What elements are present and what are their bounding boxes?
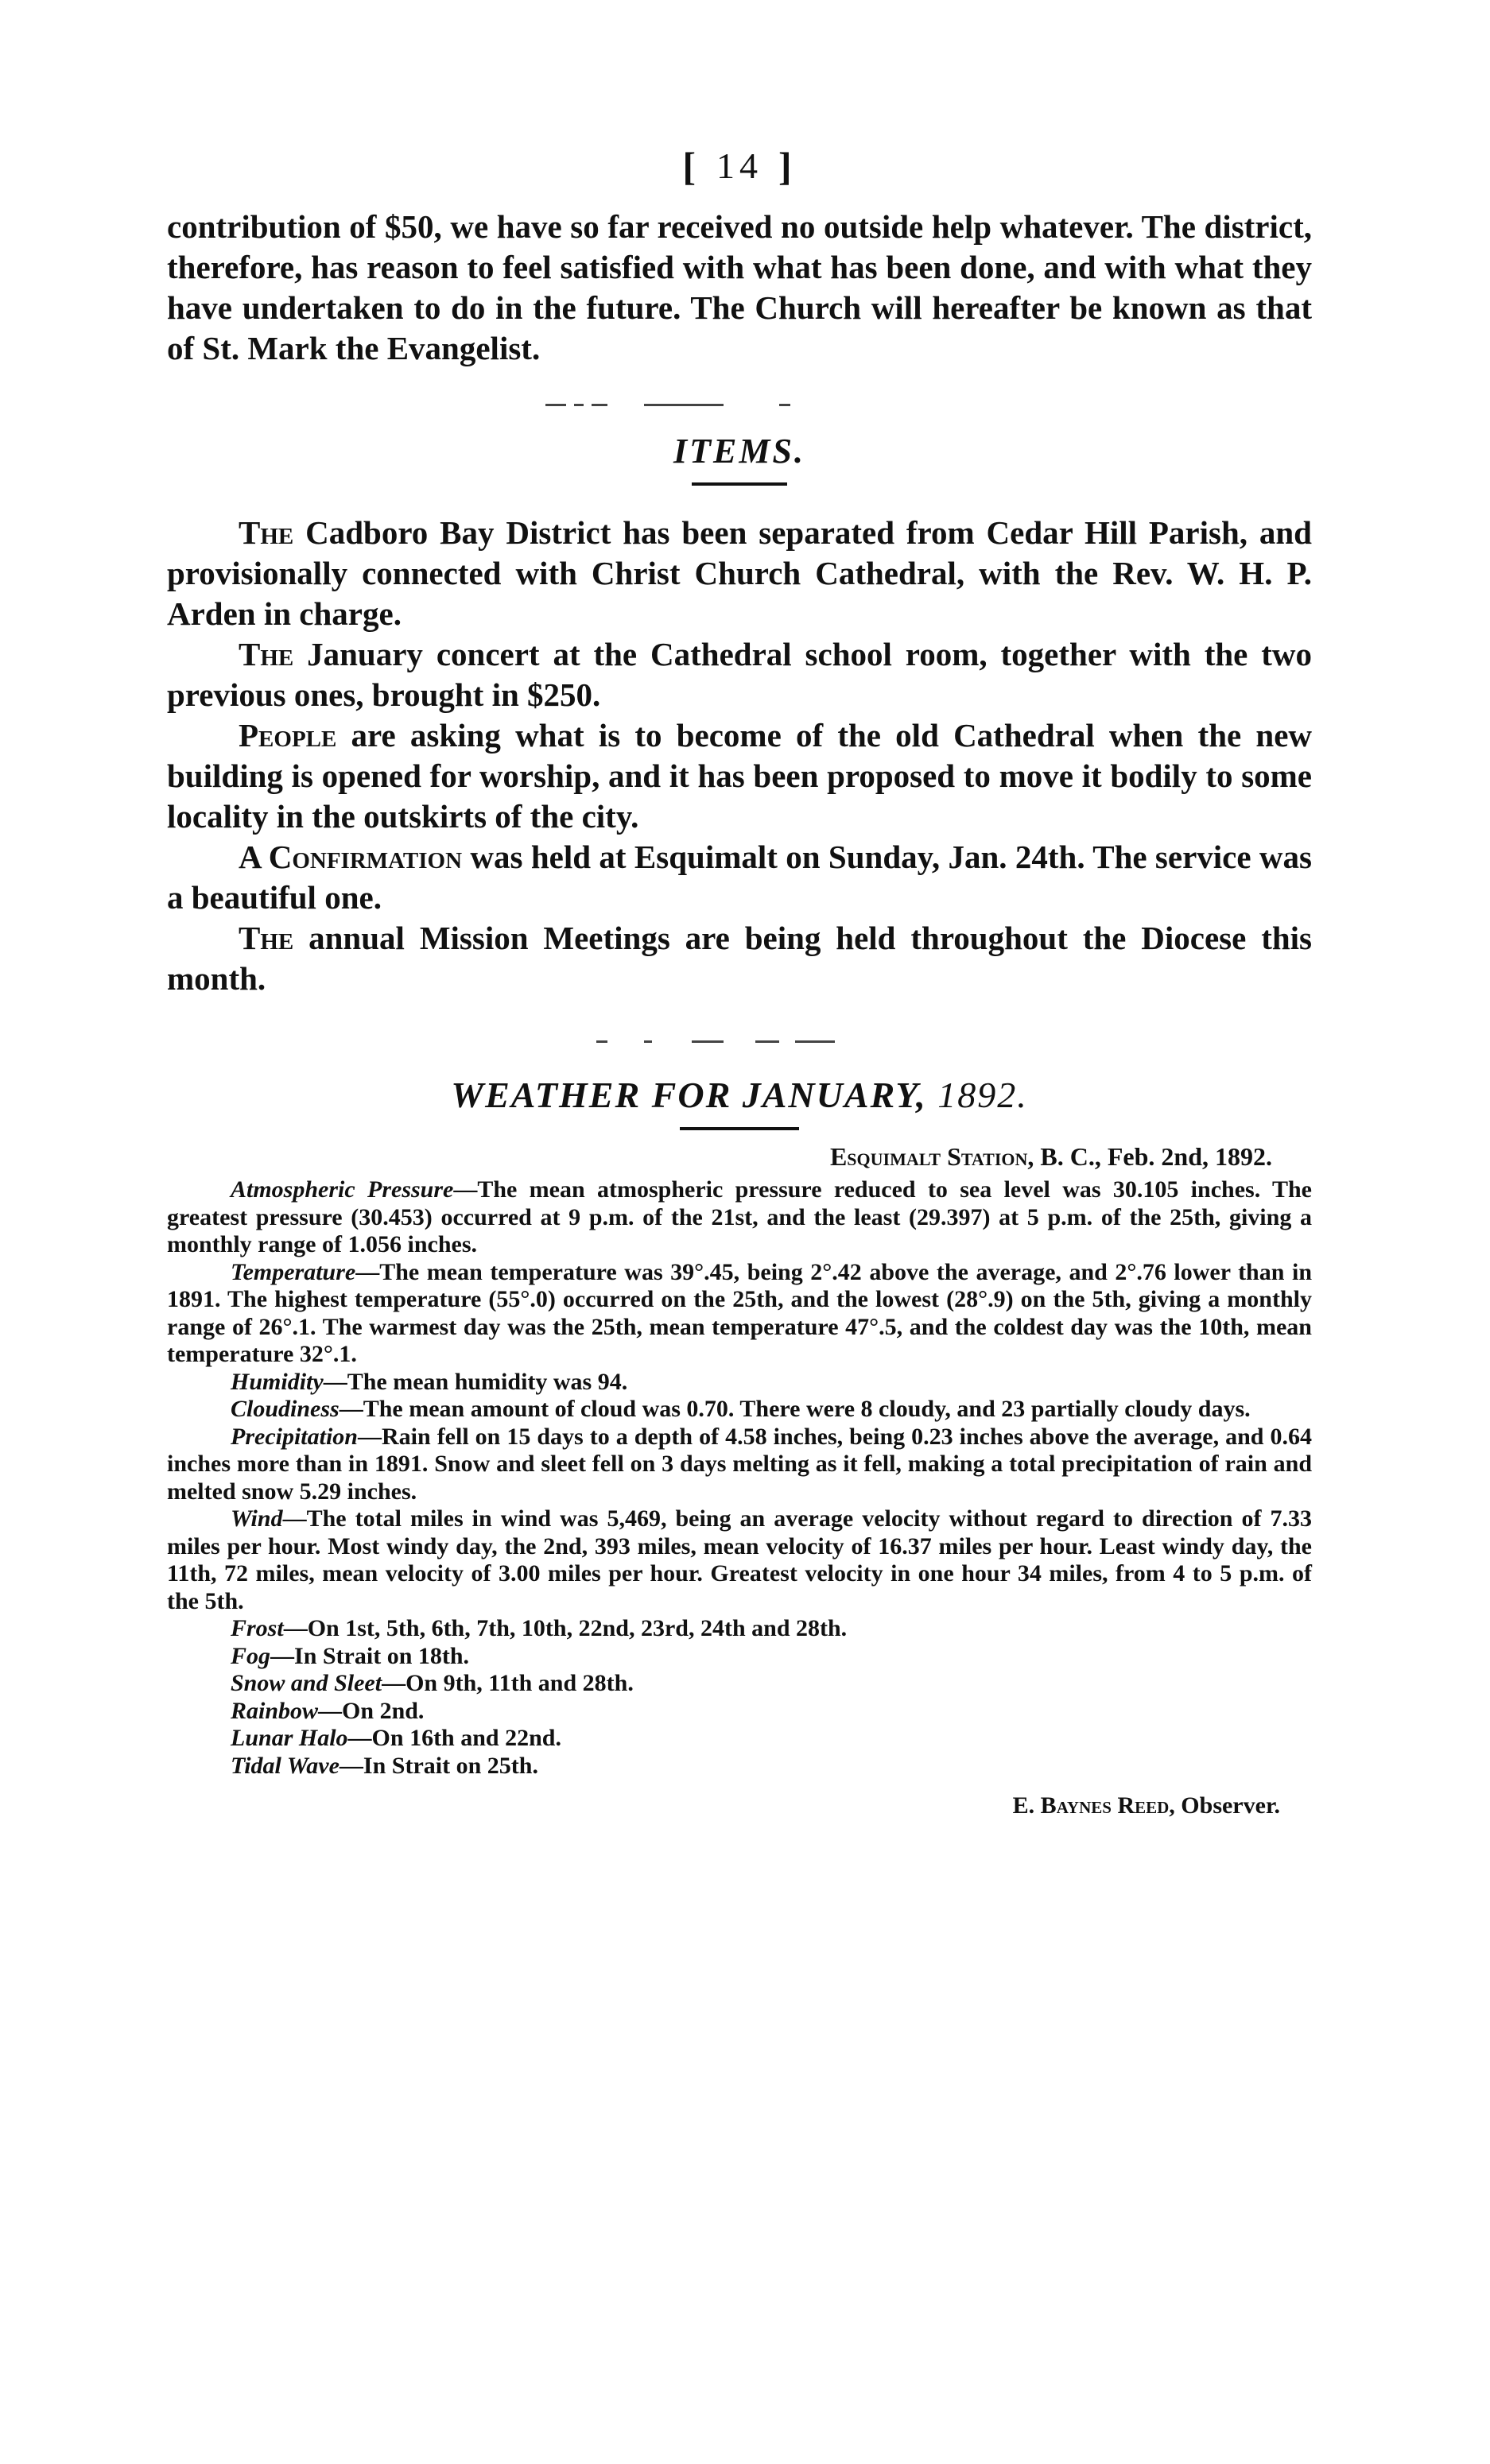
item-text: are asking what is to become of the old Cathedral when the new building is opened for worship, and it has been proposed to move it bodily to some locality in the outskirts of the city. xyxy=(167,717,1312,835)
entry-text: —In Strait on 18th. xyxy=(270,1642,470,1669)
weather-entries xyxy=(167,1176,1312,1780)
entry-text: —The mean humidity was 94. xyxy=(323,1368,628,1395)
station-dateline xyxy=(167,1140,1312,1173)
entry-text: —In Strait on 25th. xyxy=(339,1752,538,1779)
weather-entry xyxy=(167,1698,1312,1726)
item-paragraph xyxy=(167,715,1312,837)
item-paragraph xyxy=(167,513,1312,634)
weather-heading-year: 1892. xyxy=(937,1075,1028,1115)
entry-text: —The mean amount of cloud was 0.70. There were 8 cloudy, and 23 partially cloudy days. xyxy=(339,1396,1251,1422)
item-lead: The xyxy=(239,636,294,672)
weather-entry xyxy=(167,1259,1312,1369)
heading-rule xyxy=(692,482,787,486)
item-text: annual Mission Meetings are being held throughout the Diocese this month. xyxy=(167,920,1312,997)
item-text: was held at Esquimalt on Sunday, Jan. 24th. The service was a beautiful one. xyxy=(167,839,1312,916)
heading-rule xyxy=(680,1127,799,1130)
entry-text: —The mean atmospheric pressure reduced to sea level was 30.105 inches. The greatest pressure (30.453) occurred at 9 p.m. of the 21st, and the least (29.397) at 5 p.m. of the 25th, giving a monthly range of 1.056 inches. xyxy=(167,1176,1312,1257)
entry-label: Frost xyxy=(231,1615,284,1641)
entry-text: —The total miles in wind was 5,469, being an average velocity without regard to direction of 7.33 miles per hour. Most windy day, the 2nd, 393 miles, mean velocity of 16.37 miles per hour. Least windy day, the 11th, 72 miles, mean velocity of 3.00 miles per hour. Greatest velocity in one hour 34 miles, from 4 to 5 p.m. of the 5th. xyxy=(167,1505,1312,1614)
entry-text: —On 9th, 11th and 28th. xyxy=(382,1670,634,1696)
item-lead: People xyxy=(239,717,337,754)
weather-entry xyxy=(167,1615,1312,1643)
item-paragraph xyxy=(167,918,1312,999)
weather-heading xyxy=(167,1074,1312,1116)
entry-label: Tidal Wave xyxy=(231,1752,340,1779)
page-number-value: 14 xyxy=(716,145,762,186)
weather-entry xyxy=(167,1753,1312,1780)
observer-name: E. Baynes Reed, xyxy=(1012,1792,1175,1819)
entry-label: Wind xyxy=(231,1505,283,1532)
entry-label: Humidity xyxy=(231,1368,324,1395)
entry-label: Rainbow xyxy=(231,1697,319,1724)
entry-text: —On 16th and 22nd. xyxy=(347,1725,561,1751)
entry-text: —Rain fell on 15 days to a depth of 4.58 inches, being 0.23 inches above the average, and 0.64 inches more than in 1891. Snow and sleet fell on 3 days melting as it fell, making a total precipitation of rain and melted snow 5.29 inches. xyxy=(167,1423,1312,1505)
item-paragraph xyxy=(167,837,1312,918)
page-number: [ 14 ] xyxy=(682,144,797,188)
entry-label: Snow and Sleet xyxy=(231,1670,382,1696)
section-divider xyxy=(167,1023,1312,1055)
station-date: B. C., Feb. 2nd, 1892. xyxy=(1034,1142,1272,1171)
item-lead: The xyxy=(239,514,294,551)
item-paragraph xyxy=(167,634,1312,715)
weather-heading-text: WEATHER FOR JANUARY, xyxy=(451,1075,927,1115)
weather-entry xyxy=(167,1369,1312,1397)
document-page xyxy=(167,143,1312,1819)
weather-entry xyxy=(167,1396,1312,1424)
items-heading: ITEMS. xyxy=(673,432,805,471)
entry-text: —On 1st, 5th, 6th, 7th, 10th, 22nd, 23rd, 24th and 28th. xyxy=(283,1615,848,1641)
entry-label: Precipitation xyxy=(231,1423,358,1450)
entry-text: —The mean temperature was 39°.45, being 2°.42 above the average, and 2°.76 lower than in 1891. The highest temperature (55°.0) occurred on the 25th, and the lowest (28°.9) on the 5th, giving a monthly range of 26°.1. The warmest day was the 25th, mean temperature 47°.5, and the coldest day was the 10th, mean temperature 32°.1. xyxy=(167,1258,1312,1367)
weather-entry xyxy=(167,1505,1312,1615)
intro-paragraph: contribution of $50, we have so far received no outside help whatever. The district, therefore, has reason to feel satisfied with what has been done, and with what they have undertaken to do in the future. The Church will hereafter be known as that of St. Mark the Evangelist. xyxy=(167,208,1312,366)
weather-entry xyxy=(167,1725,1312,1753)
item-lead: A Confirmation xyxy=(239,839,463,875)
item-text: January concert at the Cathedral school room, together with the two previous ones, brought in $250. xyxy=(167,636,1312,713)
weather-entry xyxy=(167,1643,1312,1671)
observer-title: Observer. xyxy=(1174,1792,1280,1819)
entry-label: Lunar Halo xyxy=(231,1725,348,1751)
weather-entry xyxy=(167,1670,1312,1698)
items-list xyxy=(167,513,1312,999)
observer-signature xyxy=(167,1792,1312,1819)
entry-label: Atmospheric Pressure xyxy=(231,1176,454,1203)
weather-entry xyxy=(167,1176,1312,1259)
weather-entry xyxy=(167,1424,1312,1506)
entry-label: Temperature xyxy=(231,1258,356,1285)
item-text: Cadboro Bay District has been separated from Cedar Hill Parish, and provisionally connected with Christ Church Cathedral, with the Rev. W. H. P. Arden in charge. xyxy=(167,514,1312,632)
section-divider xyxy=(167,386,1312,418)
station-name: Esquimalt Station, xyxy=(829,1142,1034,1171)
entry-text: —On 2nd. xyxy=(318,1697,425,1724)
item-lead: The xyxy=(239,920,294,956)
entry-label: Fog xyxy=(231,1642,271,1669)
entry-label: Cloudiness xyxy=(231,1396,340,1422)
